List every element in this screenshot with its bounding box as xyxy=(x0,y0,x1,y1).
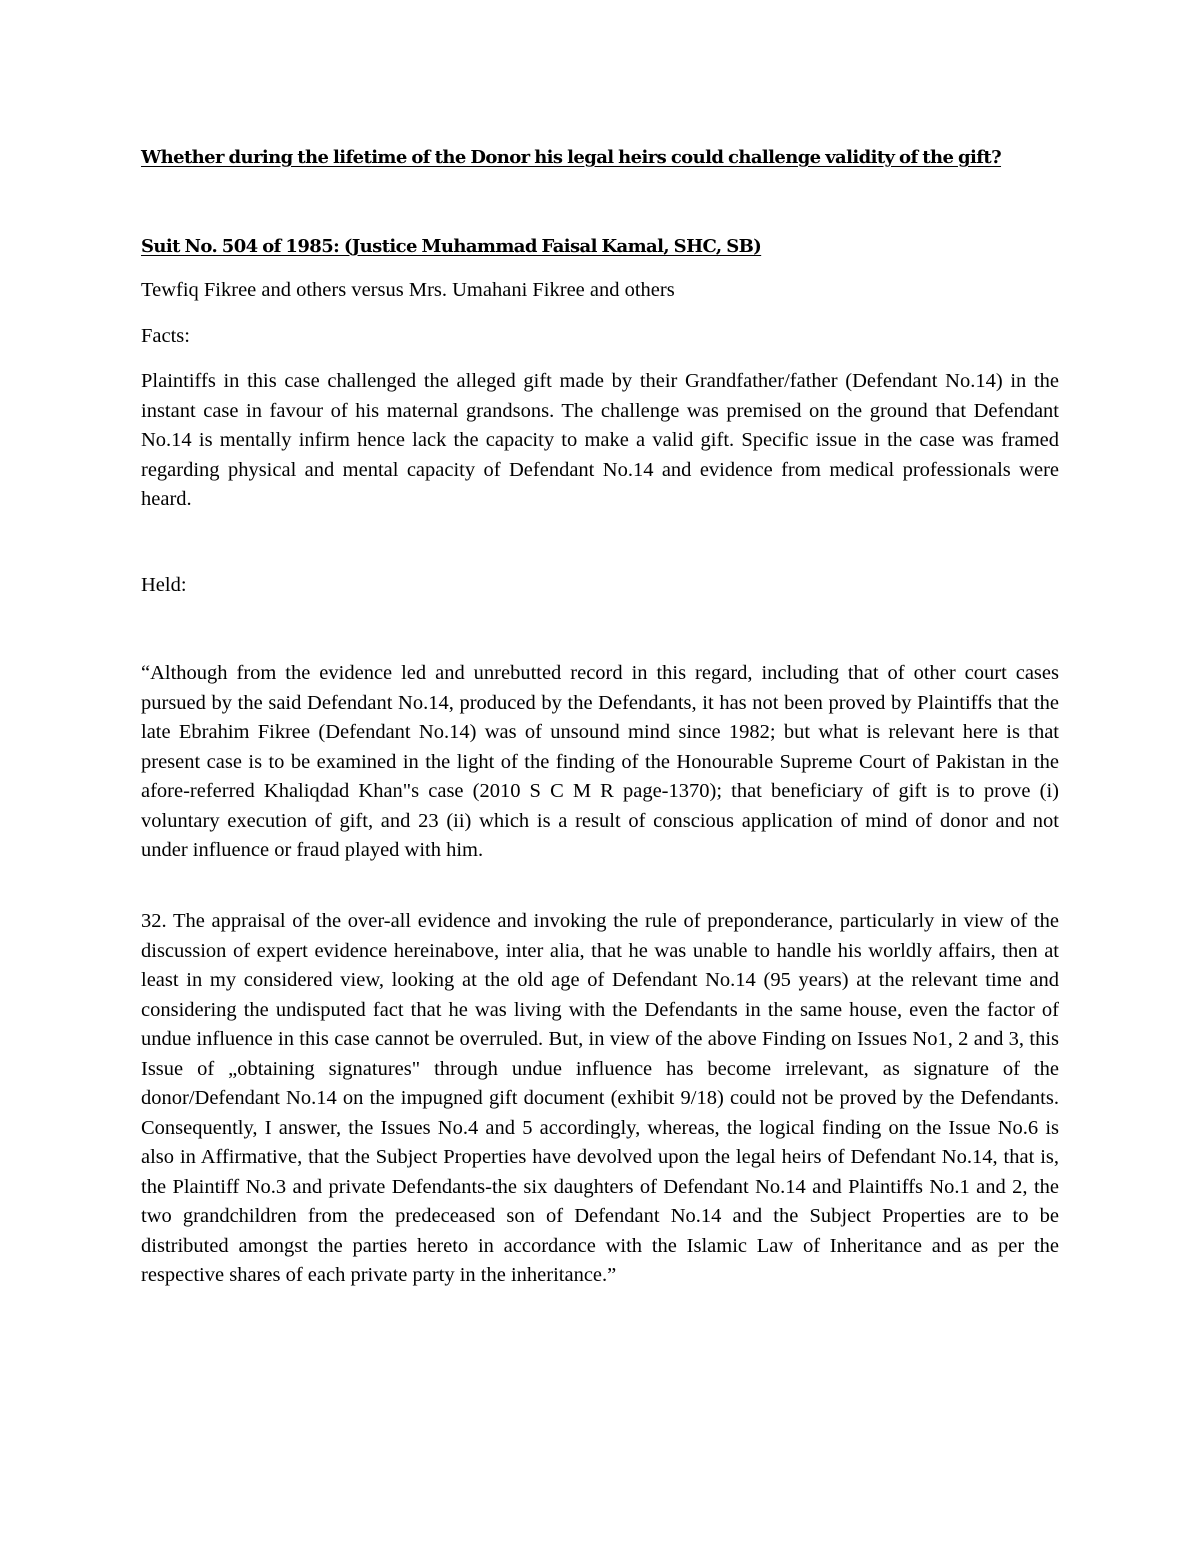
held-paragraph-1: “Although from the evidence led and unrebutted record in this regard, including that of other court cases pursued by the said Defendant No.14, produced by the Defendants, it has not been proved by Plaintiffs that the late Ebrahim Fikree (Defendant No.14) was of unsound mind since 1982; but what is relevant here is that present case is to be examined in the light of the finding of the Honourable Supreme Court of Pakistan in the afore-referred Khaliqdad Khan"s case (2010 S C M R page-1370); that beneficiary of gift is to prove (i) voluntary execution of gift, and 23 (ii) which is a result of conscious application of mind of donor and not under influence or fraud played with him. xyxy=(141,662,1059,861)
facts-label: Facts: xyxy=(141,325,190,347)
document-page xyxy=(141,140,1059,1286)
facts-paragraph: Plaintiffs in this case challenged the alleged gift made by their Grandfather/father (Defendant No.14) in the instant case in favour of his maternal grandsons. The challenge was premised on the ground that Defendant No.14 is mentally infirm hence lack the capacity to make a valid gift. Specific issue in the case was framed regarding physical and mental capacity of Defendant No.14 and evidence from medical professionals were heard. xyxy=(141,370,1059,510)
document-title: Whether during the lifetime of the Donor his legal heirs could challenge validity of the gift? xyxy=(141,147,1002,168)
case-parties: Tewfiq Fikree and others versus Mrs. Umahani Fikree and others xyxy=(141,279,675,301)
case-heading: Suit No. 504 of 1985: (Justice Muhammad Faisal Kamal, SHC, SB) xyxy=(141,236,762,257)
held-paragraph-2: 32. The appraisal of the over-all evidence and invoking the rule of preponderance, particularly in view of the discussion of expert evidence hereinabove, inter alia, that he was unable to handle his worldly affairs, then at least in my considered view, looking at the old age of Defendant No.14 (95 years) at the relevant time and considering the undisputed fact that he was living with the Defendants in the same house, even the factor of undue influence in this case cannot be overruled. But, in view of the above Finding on Issues No1, 2 and 3, this Issue of „obtaining signatures" through undue influence has become irrelevant, as signature of the donor/Defendant No.14 on the impugned gift document (exhibit 9/18) could not be proved by the Defendants. Consequently, I answer, the Issues No.4 and 5 accordingly, whereas, the logical finding on the Issue No.6 is also in Affirmative, that the Subject Properties have devolved upon the legal heirs of Defendant No.14, that is, the Plaintiff No.3 and private Defendants-the six daughters of Defendant No.14 and Plaintiffs No.1 and 2, the two grandchildren from the predeceased son of Defendant No.14 and the Subject Properties are to be distributed amongst the parties hereto in accordance with the Islamic Law of Inheritance and as per the respective shares of each private party in the inheritance.” xyxy=(141,910,1059,1286)
held-label: Held: xyxy=(141,574,187,596)
